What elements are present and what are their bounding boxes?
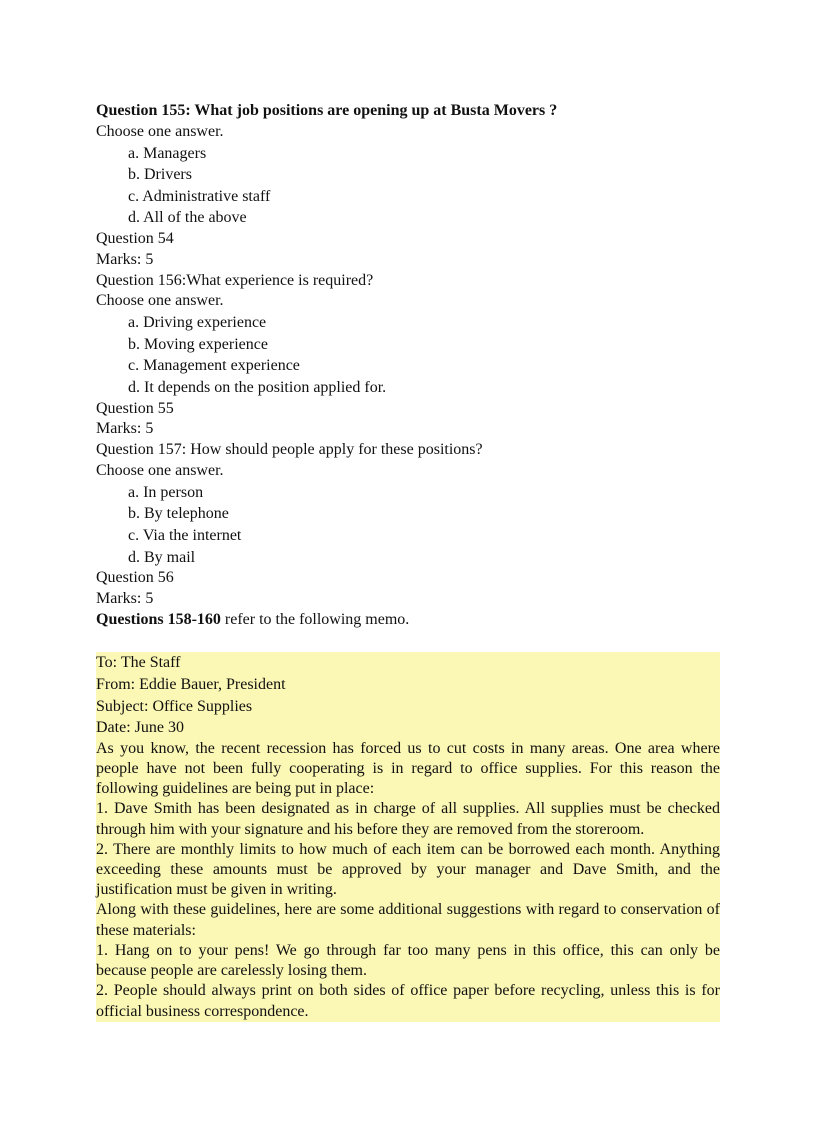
- question-instruction: Choose one answer.: [96, 461, 224, 479]
- answer-option: c. Administrative staff: [128, 187, 271, 205]
- answer-option: b. Drivers: [128, 166, 192, 184]
- answer-option: b. By telephone: [128, 505, 229, 523]
- document-page: [96, 101, 720, 1022]
- question-number: Question 55: [96, 399, 174, 417]
- answer-option: a. Driving experience: [128, 314, 267, 332]
- question-marks: Marks: 5: [96, 250, 154, 268]
- question-text: Question 155: What job positions are opening up at Busta Movers ?: [96, 102, 558, 119]
- answer-option: a. In person: [128, 483, 204, 501]
- question-text: Question 157: How should people apply for these positions?: [96, 441, 483, 459]
- memo-paragraph: As you know, the recent recession has forced us to cut costs in many areas. One area where people have not been fully cooperating is in regard to office supplies. For this reason the following guidelines are being put in place:: [96, 739, 720, 798]
- question-marks: Marks: 5: [96, 589, 154, 607]
- memo-paragraph: Along with these guidelines, here are some additional suggestions with regard to conservation of these materials:: [96, 901, 720, 939]
- memo-intro: [96, 610, 720, 631]
- answer-option: d. All of the above: [128, 209, 247, 227]
- memo-paragraph: 1. Dave Smith has been designated as in charge of all supplies. All supplies must be checked through him with your signature and his before they are removed from the storeroom.: [96, 800, 720, 838]
- answer-option: c. Via the internet: [128, 526, 242, 544]
- answer-option: a. Managers: [128, 144, 207, 162]
- answer-option: d. By mail: [128, 548, 196, 566]
- memo-subject: Subject: Office Supplies: [96, 697, 253, 715]
- memo-date: Date: June 30: [96, 719, 184, 737]
- memo-paragraph: 2. There are monthly limits to how much of each item can be borrowed each month. Anything exceeding these amounts must be approved by your manager and Dave Smith, and the justification must be given in writing.: [96, 840, 720, 899]
- memo-to: To: The Staff: [96, 654, 181, 672]
- memo-paragraph: 1. Hang on to your pens! We go through far too many pens in this office, this can only be because people are carelessly losing them.: [96, 941, 720, 980]
- memo-intro-range: Questions 158-160: [96, 610, 221, 628]
- answer-option: c. Management experience: [128, 357, 300, 375]
- question-instruction: Choose one answer.: [96, 292, 224, 310]
- question-text: Question 156:What experience is required?: [96, 271, 374, 289]
- memo-box: [96, 652, 720, 1021]
- memo-from: From: Eddie Bauer, President: [96, 676, 286, 694]
- question-instruction: Choose one answer.: [96, 122, 224, 140]
- question-number: Question 56: [96, 569, 174, 587]
- question-marks: Marks: 5: [96, 420, 154, 438]
- memo-intro-text: refer to the following memo.: [220, 610, 410, 628]
- answer-options: [96, 482, 720, 568]
- answer-option: b. Moving experience: [128, 335, 268, 353]
- memo-paragraph: 2. People should always print on both sides of office paper before recycling, unless this is for official business correspondence.: [96, 982, 720, 1020]
- answer-option: d. It depends on the position applied for.: [128, 378, 387, 396]
- question-number: Question 54: [96, 229, 174, 247]
- answer-options: [96, 143, 720, 229]
- answer-options: [96, 312, 720, 398]
